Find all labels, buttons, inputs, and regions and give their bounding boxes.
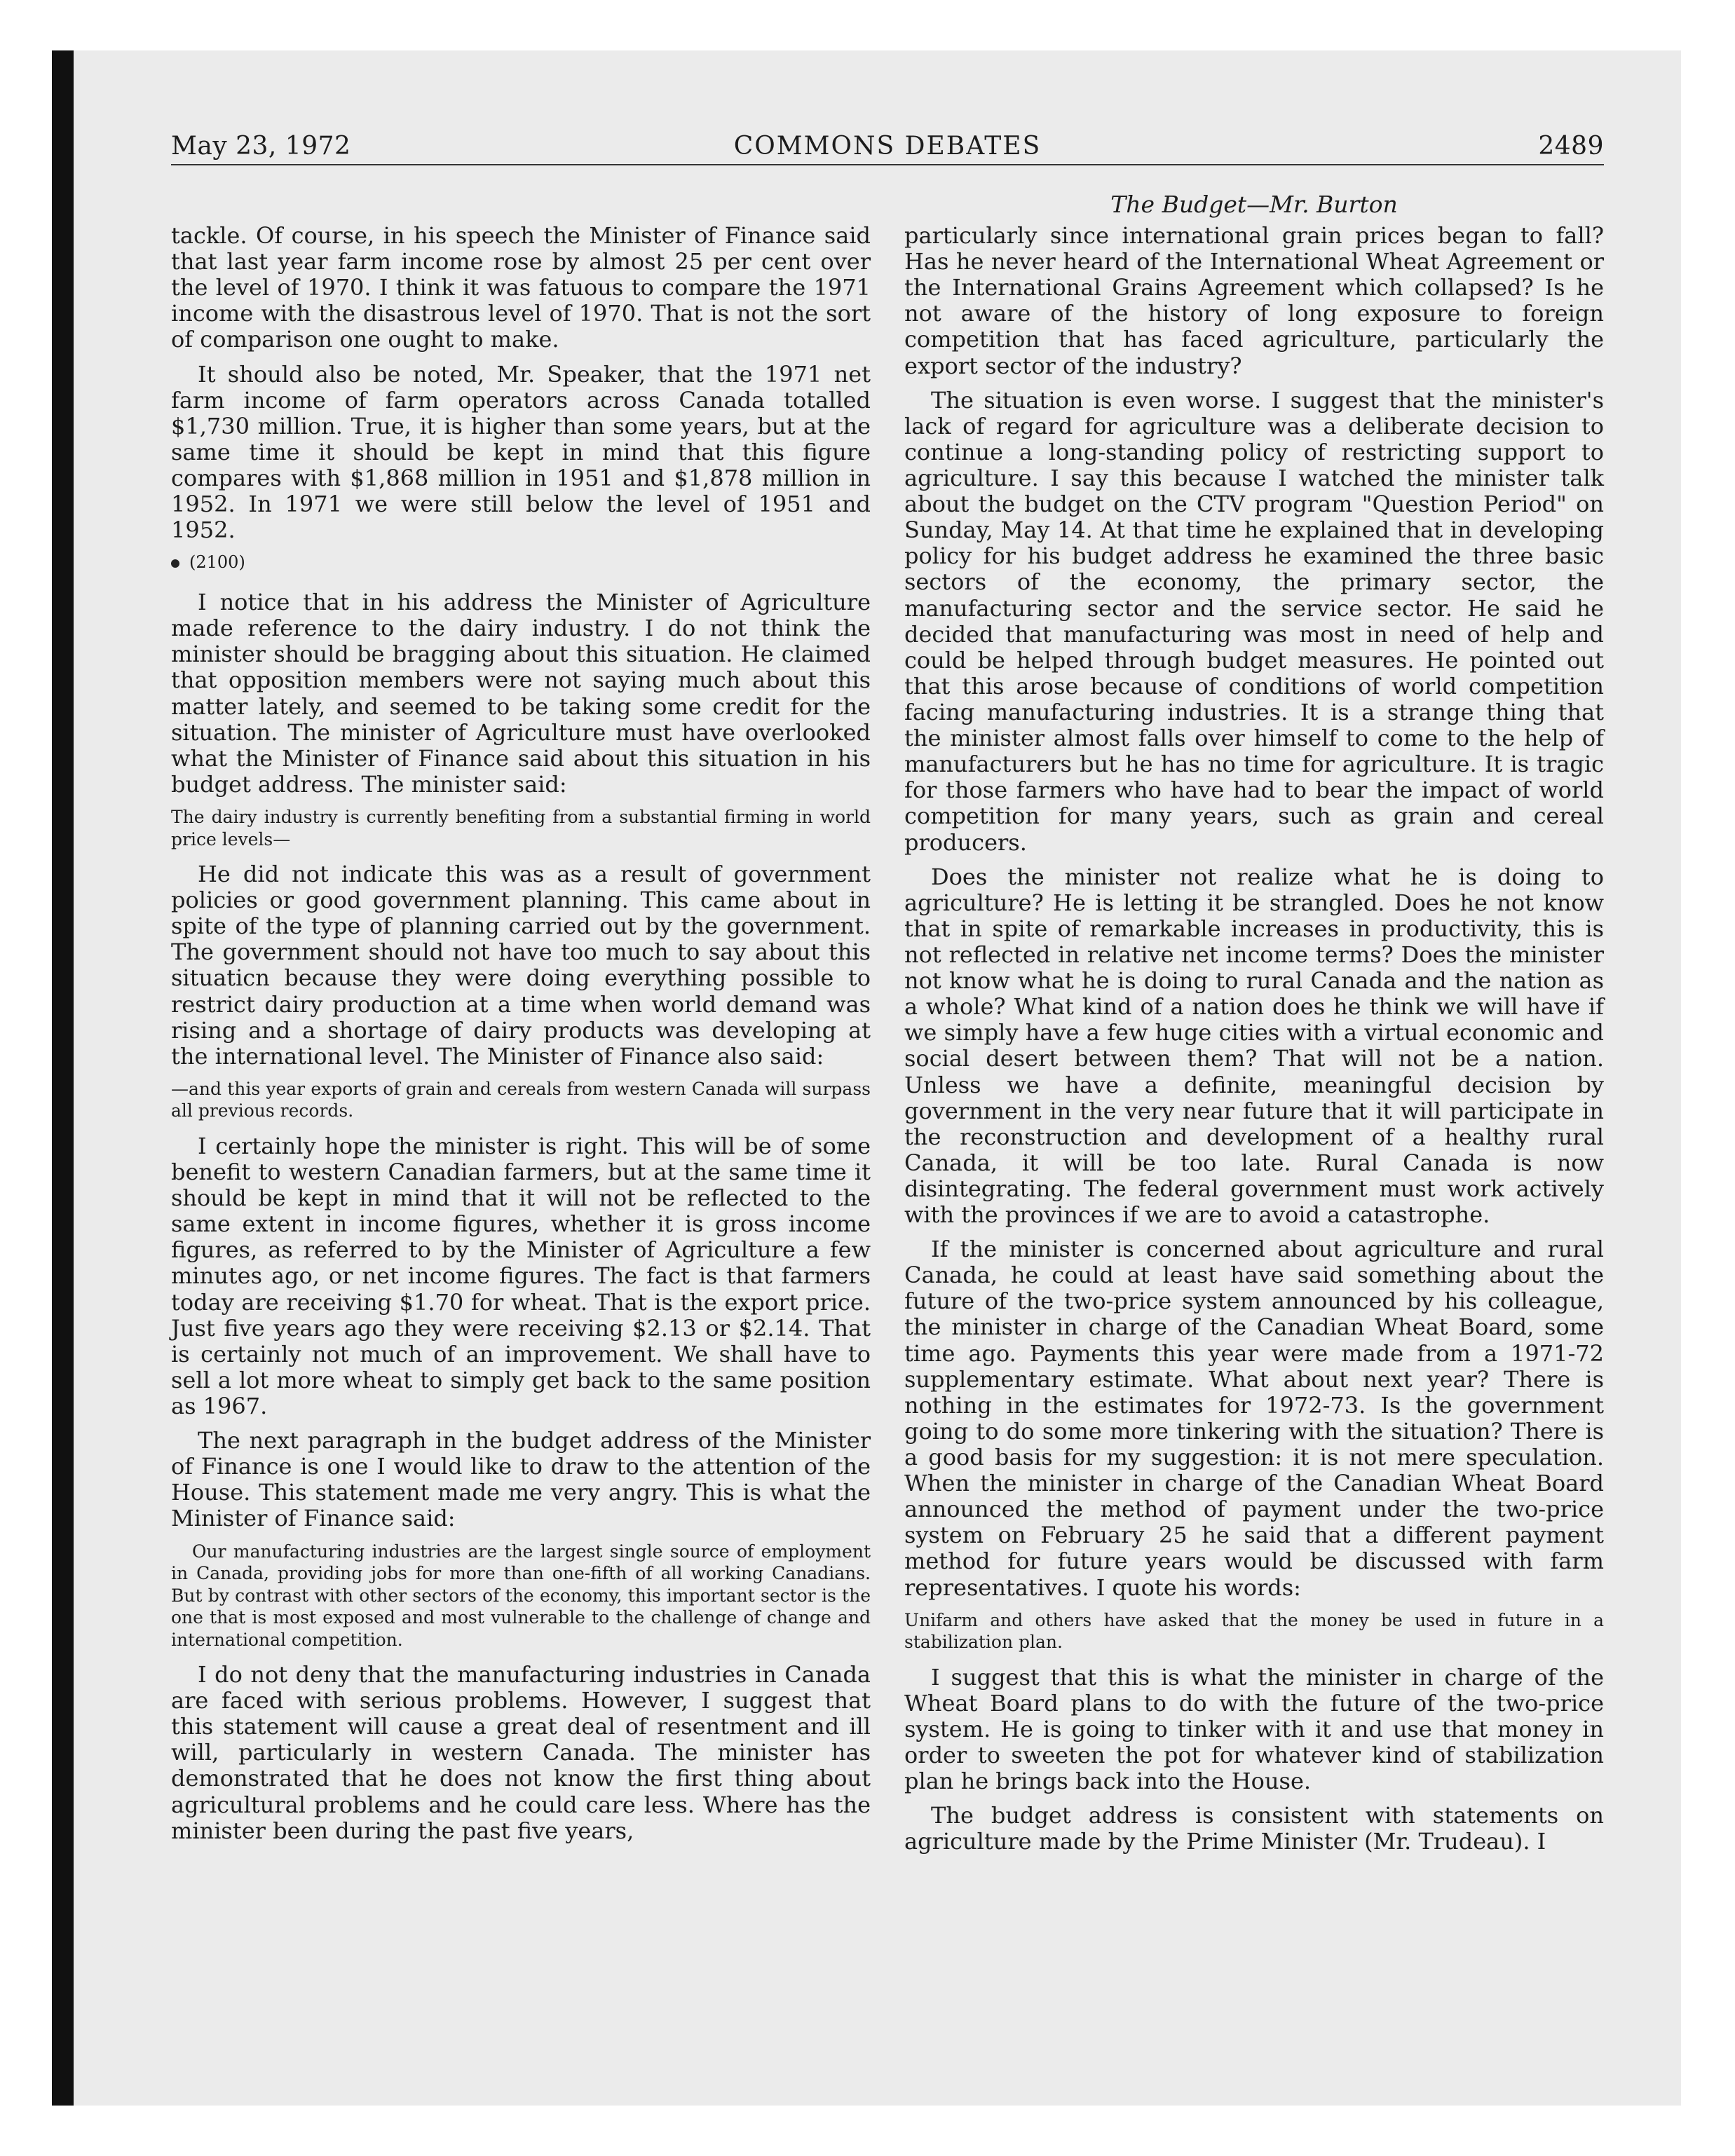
- right-column: [904, 223, 1604, 1863]
- block-quote: —and this year exports of grain and cereals from western Canada will surpass all previous records.: [171, 1078, 871, 1121]
- block-quote: Unifarm and others have asked that the money be used in future in a stabilization plan.: [904, 1609, 1604, 1653]
- paragraph: The next paragraph in the budget address of the Minister of Finance is one I would like to draw to the attention of the House. This statement made me very angry. This is what the Minister of Finance said:: [171, 1427, 871, 1532]
- header-rule: [171, 164, 1604, 165]
- header-date: May 23, 1972: [171, 132, 351, 161]
- paragraph: tackle. Of course, in his speech the Minister of Finance said that last year farm income rose by almost 25 per cent over the level of 1970. I think it was fatuous to compare the 1971 income with the disastrous level of 1970. That is not the sort of comparison one ought to make.: [171, 222, 871, 353]
- paragraph: I certainly hope the minister is right. This will be of some benefit to western Canadian farmers, but at the same time it should be kept in mind that it will not be reflected to the same extent in income figures, whether it is gross income figures, as referred to by the Minister of Agriculture a few minutes ago, or net income figures. The fact is that farmers today are receiving $1.70 for wheat. That is the export price. Just five years ago they were receiving $2.13 or $2.14. That is certainly not much of an improvement. We shall have to sell a lot more wheat to simply get back to the same position as 1967.: [171, 1132, 871, 1419]
- paragraph: Does the minister not realize what he is doing to agriculture? He is letting it be strangled. Does he not know that in spite of remarkable increases in productivity, this is not reflected in relative net income terms? Does the minister not know what he is doing to rural Canada and the nation as a whole? What kind of a nation does he think we will have if we simply have a few huge cities with a virtual economic and social desert between them? That will not be a nation. Unless we have a definite, meaningful decision by government in the very near future that it will participate in the reconstruction and development of a healthy rural Canada, it will be too late. Rural Canada is now disintegrating. The federal government must work actively with the provinces if we are to avoid a catastrophe.: [904, 863, 1604, 1229]
- paragraph: I notice that in his address the Minister of Agriculture made reference to the dairy industry. I do not think the minister should be bragging about this situation. He claimed that opposition members were not saying much about this matter lately, and seemed to be taking some credit for the situation. The minister of Agriculture must have overlooked what the Minister of Finance said about this situation in his budget address. The minister said:: [171, 589, 871, 798]
- left-column: [171, 223, 871, 1853]
- header-title: COMMONS DEBATES: [733, 132, 1042, 161]
- block-quote: The dairy industry is currently benefiting from a substantial firming in world price levels—: [171, 807, 871, 850]
- paragraph: The situation is even worse. I suggest that the minister's lack of regard for agriculture was a deliberate decision to continue a long-standing policy of restricting support to agriculture. I say this because I watched the minister talk about the budget on the CTV program "Question Period" on Sunday, May 14. At that time he explained that in developing policy for his budget address he examined the three basic sectors of the economy, the primary sector, the manufacturing sector and the service sector. He said he decided that manufacturing was most in need of help and could be helped through budget measures. He pointed out that this arose because of conditions of world competition facing manufacturing industries. It is a strange thing that the minister almost falls over himself to come to the help of manufacturers but he has no time for agriculture. It is tragic for those farmers who have had to bear the impact of world competition for many years, such as grain and cereal producers.: [904, 386, 1604, 856]
- paragraph: I suggest that this is what the minister in charge of the Wheat Board plans to do with the future of the two-price system. He is going to tinker with it and use that money in order to sweeten the pot for whatever kind of stabilization plan he brings back into the House.: [904, 1663, 1604, 1795]
- time-marker-label: (2100): [189, 552, 245, 573]
- block-quote: Our manufacturing industries are the largest single source of employment in Canada, providing jobs for more than one-fifth of all working Canadians. But by contrast with other sectors of the economy, this important sector is the one that is most exposed and most vulnerable to the challenge of change and international competition.: [171, 1541, 871, 1650]
- paragraph: I do not deny that the manufacturing industries in Canada are faced with serious problems. However, I suggest that this statement will cause a great deal of resentment and ill will, particularly in western Canada. The minister has demonstrated that he does not know the first thing about agricultural problems and he could care less. Where has the minister been during the past five years,: [171, 1661, 871, 1844]
- running-head: The Budget—Mr. Burton: [1110, 191, 1398, 218]
- paragraph: particularly since international grain prices began to fall? Has he never heard of the International Wheat Agreement or the International Grains Agreement which collapsed? Is he not aware of the history of long exposure to foreign competition that has faced agriculture, particularly the export sector of the industry?: [904, 222, 1604, 379]
- paragraph: It should also be noted, Mr. Speaker, that the 1971 net farm income of farm operators across Canada totalled $1,730 million. True, it is higher than some years, but at the same time it should be kept in mind that this figure compares with $1,868 million in 1951 and $1,878 million in 1952. In 1971 we were still below the level of 1951 and 1952.: [171, 360, 871, 544]
- paragraph: He did not indicate this was as a result of government policies or good government planning. This came about in spite of the type of planning carried out by the government. The government should not have too much to say about this situaticn because they were doing everything possible to restrict dairy production at a time when world demand was rising and a shortage of dairy products was developing at the international level. The Minister of Finance also said:: [171, 861, 871, 1070]
- bullet-icon: [171, 559, 179, 568]
- scan-edge-bar: [52, 50, 74, 2106]
- time-marker: [171, 553, 871, 573]
- paragraph: The budget address is consistent with statements on agriculture made by the Prime Minister (Mr. Trudeau). I: [904, 1802, 1604, 1855]
- header-page-number: 2489: [1538, 132, 1604, 161]
- paragraph: If the minister is concerned about agriculture and rural Canada, he could at least have said something about the future of the two-price system announced by his colleague, the minister in charge of the Canadian Wheat Board, some time ago. Payments this year were made from a 1971-72 supplementary estimate. What about next year? There is nothing in the estimates for 1972-73. Is the government going to do some more tinkering with the situation? There is a good basis for my suggestion: it is not mere speculation. When the minister in charge of the Canadian Wheat Board announced the method of payment under the two-price system on February 25 he said that a different payment method for future years would be discussed with farm representatives. I quote his words:: [904, 1236, 1604, 1601]
